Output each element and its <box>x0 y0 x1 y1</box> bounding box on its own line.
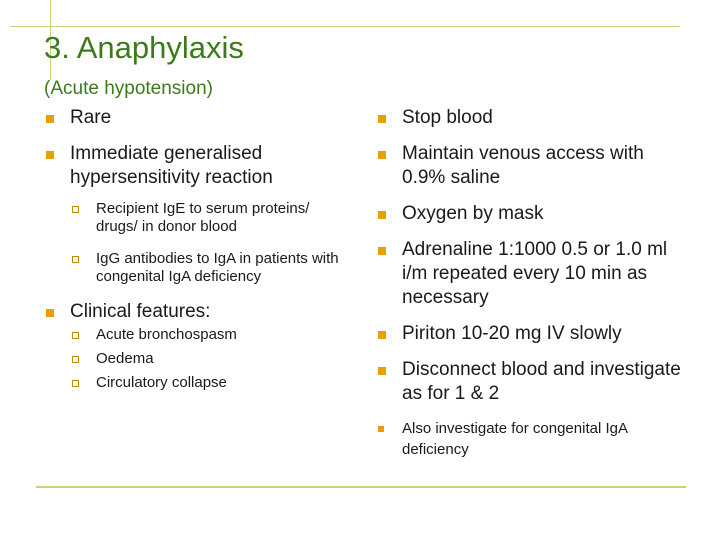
hollow-square-bullet-icon <box>72 206 79 213</box>
list-item <box>44 142 344 286</box>
list-item <box>376 238 686 310</box>
list-item-text: Stop blood <box>402 107 493 128</box>
list-item-text: Piriton 10-20 mg IV slowly <box>402 323 622 344</box>
right-column <box>376 106 686 472</box>
square-bullet-icon <box>378 211 386 219</box>
hollow-square-bullet-icon <box>72 380 79 387</box>
square-bullet-icon <box>378 367 386 375</box>
sub-list-item <box>70 350 344 368</box>
list-item <box>376 322 686 346</box>
sub-list-item <box>70 250 344 286</box>
square-bullet-icon <box>378 331 386 339</box>
square-bullet-icon <box>46 309 54 317</box>
square-bullet-icon <box>378 115 386 123</box>
list-item <box>376 418 686 460</box>
square-bullet-icon <box>46 115 54 123</box>
list-item <box>44 300 344 392</box>
square-bullet-icon <box>46 151 54 159</box>
list-item <box>44 106 344 130</box>
list-item-text: Clinical features: <box>70 301 211 322</box>
square-bullet-icon <box>378 151 386 159</box>
list-item <box>376 142 686 190</box>
sub-list-item-text: Circulatory collapse <box>96 374 227 391</box>
sub-list-item-text: Oedema <box>96 350 154 367</box>
left-column <box>44 106 344 404</box>
hollow-square-bullet-icon <box>72 332 79 339</box>
sub-list-item <box>70 326 344 344</box>
list-item <box>376 202 686 226</box>
decorative-top-rule <box>10 26 680 27</box>
list-item-text: Adrenaline 1:1000 0.5 or 1.0 ml i/m repeated every 10 min as necessary <box>402 239 668 308</box>
hollow-square-bullet-icon <box>72 256 79 263</box>
sub-list-item <box>70 374 344 392</box>
sub-list-item-text: IgG antibodies to IgA in patients with congenital IgA deficiency <box>96 250 339 285</box>
list-item-text: Immediate generalised hypersensitivity reaction <box>70 143 273 188</box>
slide-title: 3. Anaphylaxis <box>44 30 244 65</box>
list-item <box>376 106 686 130</box>
square-bullet-icon <box>378 426 384 432</box>
sub-list-item-text: Recipient IgE to serum proteins/ drugs/ in donor blood <box>96 200 310 235</box>
slide-subtitle: (Acute hypotension) <box>44 78 213 99</box>
hollow-square-bullet-icon <box>72 356 79 363</box>
list-item <box>376 358 686 406</box>
decorative-bottom-rule <box>36 486 686 488</box>
list-item-text: Also investigate for congenital IgA deficiency <box>402 420 628 458</box>
list-item-text: Disconnect blood and investigate as for 1 & 2 <box>402 359 681 404</box>
list-item-text: Maintain venous access with 0.9% saline <box>402 143 644 188</box>
sub-list-item <box>70 200 344 236</box>
list-item-text: Rare <box>70 107 112 128</box>
list-item-text: Oxygen by mask <box>402 203 544 224</box>
sub-list-item-text: Acute bronchospasm <box>96 326 237 343</box>
square-bullet-icon <box>378 247 386 255</box>
